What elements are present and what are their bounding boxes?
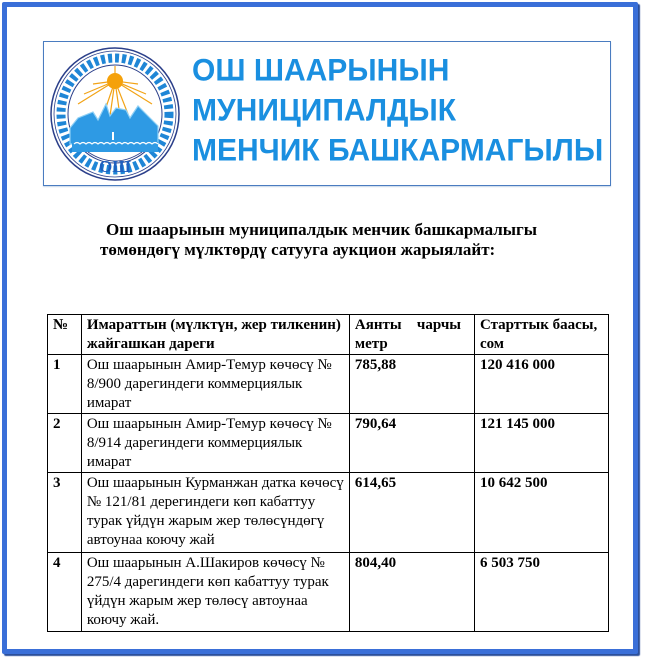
osh-city-emblem-icon	[48, 46, 183, 182]
table-row	[48, 553, 609, 632]
organization-title	[192, 50, 603, 170]
header-number: №	[48, 315, 82, 355]
row-address: Ош шаарынын Амир-Темур көчөсү № 8/900 дарегиндеги коммерциялык имарат	[81, 355, 349, 414]
svg-text:ОШ: ОШ	[99, 157, 131, 176]
header-banner	[43, 41, 611, 186]
announcement-line-1: Ош шаарынын муниципалдык менчик башкармалыгы	[106, 220, 538, 239]
table-header-row	[48, 315, 609, 355]
row-address: Ош шаарынын А.Шакиров көчөсү № 275/4 дарегиндеги көп кабаттуу турак үйдүн жарым жер төлөсү автоунаа коючу жай.	[81, 553, 349, 632]
row-price: 121 145 000	[474, 414, 608, 473]
row-number: 1	[48, 355, 82, 414]
table-row	[48, 473, 609, 553]
auction-lots-table	[47, 314, 609, 632]
row-area: 790,64	[349, 414, 474, 473]
header-starting-price: Старттык баасы, сом	[474, 315, 608, 355]
row-price: 6 503 750	[474, 553, 608, 632]
header-area-word1: Аянты	[354, 317, 402, 333]
row-price: 120 416 000	[474, 355, 608, 414]
row-number: 4	[48, 553, 82, 632]
title-line-2: МУНИЦИПАЛДЫК	[192, 93, 457, 128]
row-area: 804,40	[349, 553, 474, 632]
row-area: 785,88	[349, 355, 474, 414]
announcement-line-2: төмөндөгү мүлктөрдү сатууга аукцион жарыялайт:	[100, 240, 496, 259]
table-row	[48, 414, 609, 473]
announcement-heading	[100, 220, 600, 260]
row-number: 2	[48, 414, 82, 473]
row-number: 3	[48, 473, 82, 553]
row-address: Ош шаарынын Курманжан датка көчөсү № 121/81 дерегиндеги көп кабаттуу турак үйдүн жарым жер төлөсүндөгү автоунаа коючу жай	[81, 473, 349, 553]
row-address: Ош шаарынын Амир-Темур көчөсү № 8/914 дарегиндеги коммерциялык имарат	[81, 414, 349, 473]
header-area	[349, 315, 474, 355]
row-price: 10 642 500	[474, 473, 608, 553]
title-line-3: МЕНЧИК БАШКАРМАГЫЛЫ	[192, 133, 604, 168]
header-area-word2: чарчы метр	[354, 317, 461, 352]
row-area: 614,65	[349, 473, 474, 553]
title-line-1: ОШ ШААРЫНЫН	[192, 53, 450, 88]
header-address: Имараттын (мүлктүн, жер тилкенин) жайгашкан дареги	[81, 315, 349, 355]
table-row	[48, 355, 609, 414]
